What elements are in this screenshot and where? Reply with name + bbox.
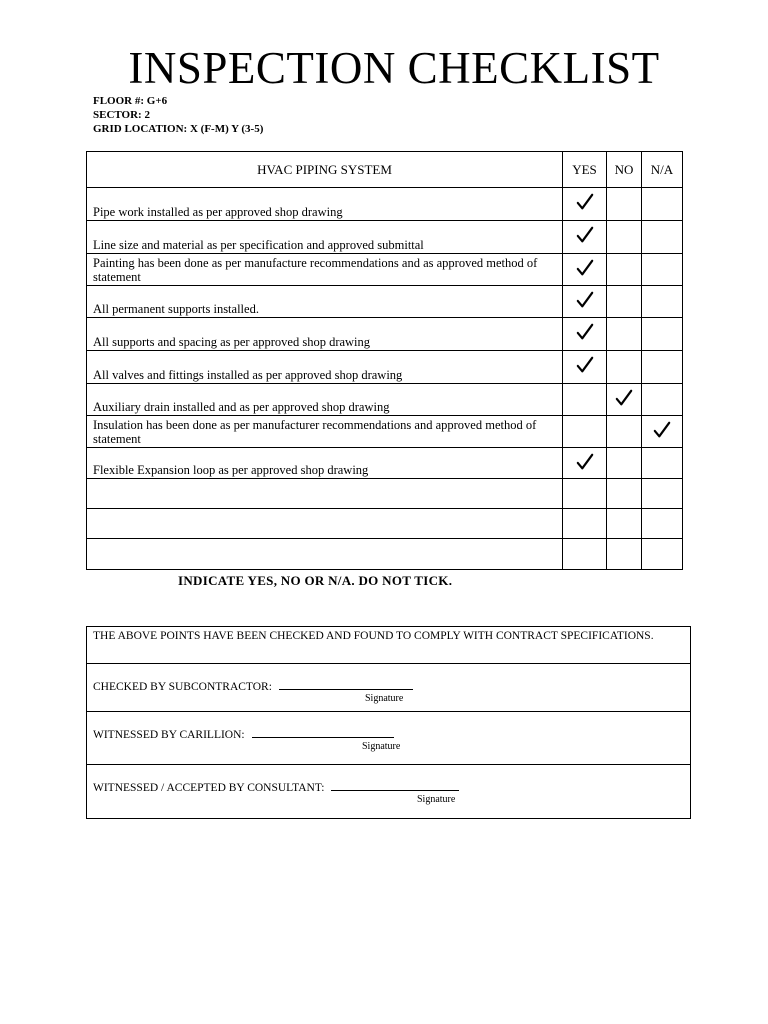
checkbox-yes[interactable] xyxy=(563,188,607,221)
checkbox-na[interactable] xyxy=(642,416,683,448)
checkbox-no[interactable] xyxy=(607,479,642,509)
checkbox-yes[interactable] xyxy=(563,539,607,570)
checkbox-na[interactable] xyxy=(642,539,683,570)
checkbox-na[interactable] xyxy=(642,254,683,286)
checkbox-yes[interactable] xyxy=(563,448,607,479)
checklist-row xyxy=(87,416,683,448)
page-title: INSPECTION CHECKLIST xyxy=(128,43,660,93)
checkmark-icon xyxy=(653,419,671,445)
checkbox-no[interactable] xyxy=(607,188,642,221)
col-na-header: N/A xyxy=(642,152,683,188)
checkbox-na[interactable] xyxy=(642,286,683,318)
checkbox-no[interactable] xyxy=(607,286,642,318)
checkbox-no[interactable] xyxy=(607,351,642,384)
checklist-header-row xyxy=(87,152,683,188)
col-yes-header: YES xyxy=(563,152,607,188)
carillion-label: WITNESSED BY CARILLION: xyxy=(93,729,245,741)
checklist-row xyxy=(87,539,683,570)
checkbox-no[interactable] xyxy=(607,221,642,254)
sector-label: SECTOR: 2 xyxy=(93,109,150,121)
checklist-row xyxy=(87,221,683,254)
section-title: HVAC PIPING SYSTEM xyxy=(87,152,563,188)
checkmark-icon xyxy=(576,257,594,283)
checkmark-icon xyxy=(576,451,594,477)
checklist-row xyxy=(87,188,683,221)
subcontractor-signature-line[interactable] xyxy=(279,678,413,690)
grid-location-label: GRID LOCATION: X (F-M) Y (3-5) xyxy=(93,123,264,135)
subcontractor-label: CHECKED BY SUBCONTRACTOR: xyxy=(93,681,272,693)
checklist-row xyxy=(87,384,683,416)
checkbox-yes[interactable] xyxy=(563,509,607,539)
checkbox-no[interactable] xyxy=(607,254,642,286)
checklist-item-text: Painting has been done as per manufacture recommendations and as approved method of statement xyxy=(87,254,563,286)
checklist-item-text: All permanent supports installed. xyxy=(87,286,563,318)
checklist-row xyxy=(87,318,683,351)
checkbox-na[interactable] xyxy=(642,479,683,509)
checkbox-no[interactable] xyxy=(607,416,642,448)
checkmark-icon xyxy=(576,191,594,217)
signoff-statement-row xyxy=(87,627,691,664)
checklist-item-text xyxy=(87,479,563,509)
checkbox-no[interactable] xyxy=(607,384,642,416)
checkbox-yes[interactable] xyxy=(563,221,607,254)
checkmark-icon xyxy=(576,321,594,347)
col-no-header: NO xyxy=(607,152,642,188)
consultant-label: WITNESSED / ACCEPTED BY CONSULTANT: xyxy=(93,782,325,794)
checkbox-no[interactable] xyxy=(607,539,642,570)
checkbox-yes[interactable] xyxy=(563,416,607,448)
checkbox-yes[interactable] xyxy=(563,254,607,286)
checklist-item-text: Auxiliary drain installed and as per approved shop drawing xyxy=(87,384,563,416)
consultant-signature-caption: Signature xyxy=(417,794,456,805)
checklist-row xyxy=(87,254,683,286)
checkbox-na[interactable] xyxy=(642,188,683,221)
checkbox-yes[interactable] xyxy=(563,351,607,384)
checklist-row xyxy=(87,351,683,384)
consultant-signature-line[interactable] xyxy=(331,779,459,791)
instruction-note: INDICATE YES, NO OR N/A. DO NOT TICK. xyxy=(178,573,453,588)
checklist-table xyxy=(86,151,683,570)
checklist-item-text: All valves and fittings installed as per approved shop drawing xyxy=(87,351,563,384)
checklist-item-text: Line size and material as per specification and approved submittal xyxy=(87,221,563,254)
checkbox-no[interactable] xyxy=(607,318,642,351)
checklist-item-text: Insulation has been done as per manufacturer recommendations and approved method of statement xyxy=(87,416,563,448)
checklist-item-text: Pipe work installed as per approved shop drawing xyxy=(87,188,563,221)
checkbox-na[interactable] xyxy=(642,351,683,384)
checklist-body xyxy=(87,188,683,570)
signoff-table xyxy=(86,626,691,819)
carillion-signature-caption: Signature xyxy=(362,741,401,752)
checklist-item-text: All supports and spacing as per approved shop drawing xyxy=(87,318,563,351)
checkmark-icon xyxy=(576,289,594,315)
checkbox-na[interactable] xyxy=(642,509,683,539)
checkbox-na[interactable] xyxy=(642,448,683,479)
checkmark-icon xyxy=(615,387,633,413)
checkmark-icon xyxy=(576,354,594,380)
checklist-item-text xyxy=(87,539,563,570)
checkbox-na[interactable] xyxy=(642,318,683,351)
subcontractor-row xyxy=(87,664,691,712)
subcontractor-signature-caption: Signature xyxy=(365,693,404,704)
checklist-item-text xyxy=(87,509,563,539)
checkmark-icon xyxy=(576,224,594,250)
checkbox-yes[interactable] xyxy=(563,286,607,318)
consultant-row xyxy=(87,765,691,819)
checkbox-no[interactable] xyxy=(607,509,642,539)
floor-label: FLOOR #: G+6 xyxy=(93,95,168,107)
carillion-row xyxy=(87,712,691,765)
checkbox-yes[interactable] xyxy=(563,384,607,416)
checkbox-na[interactable] xyxy=(642,221,683,254)
checklist-row xyxy=(87,286,683,318)
checkbox-no[interactable] xyxy=(607,448,642,479)
checklist-row xyxy=(87,479,683,509)
compliance-statement: THE ABOVE POINTS HAVE BEEN CHECKED AND FOUND TO COMPLY WITH CONTRACT SPECIFICATIONS. xyxy=(87,627,691,664)
checkbox-yes[interactable] xyxy=(563,318,607,351)
carillion-signature-line[interactable] xyxy=(252,726,394,738)
checkbox-na[interactable] xyxy=(642,384,683,416)
checklist-row xyxy=(87,509,683,539)
checklist-row xyxy=(87,448,683,479)
checklist-item-text: Flexible Expansion loop as per approved shop drawing xyxy=(87,448,563,479)
checkbox-yes[interactable] xyxy=(563,479,607,509)
